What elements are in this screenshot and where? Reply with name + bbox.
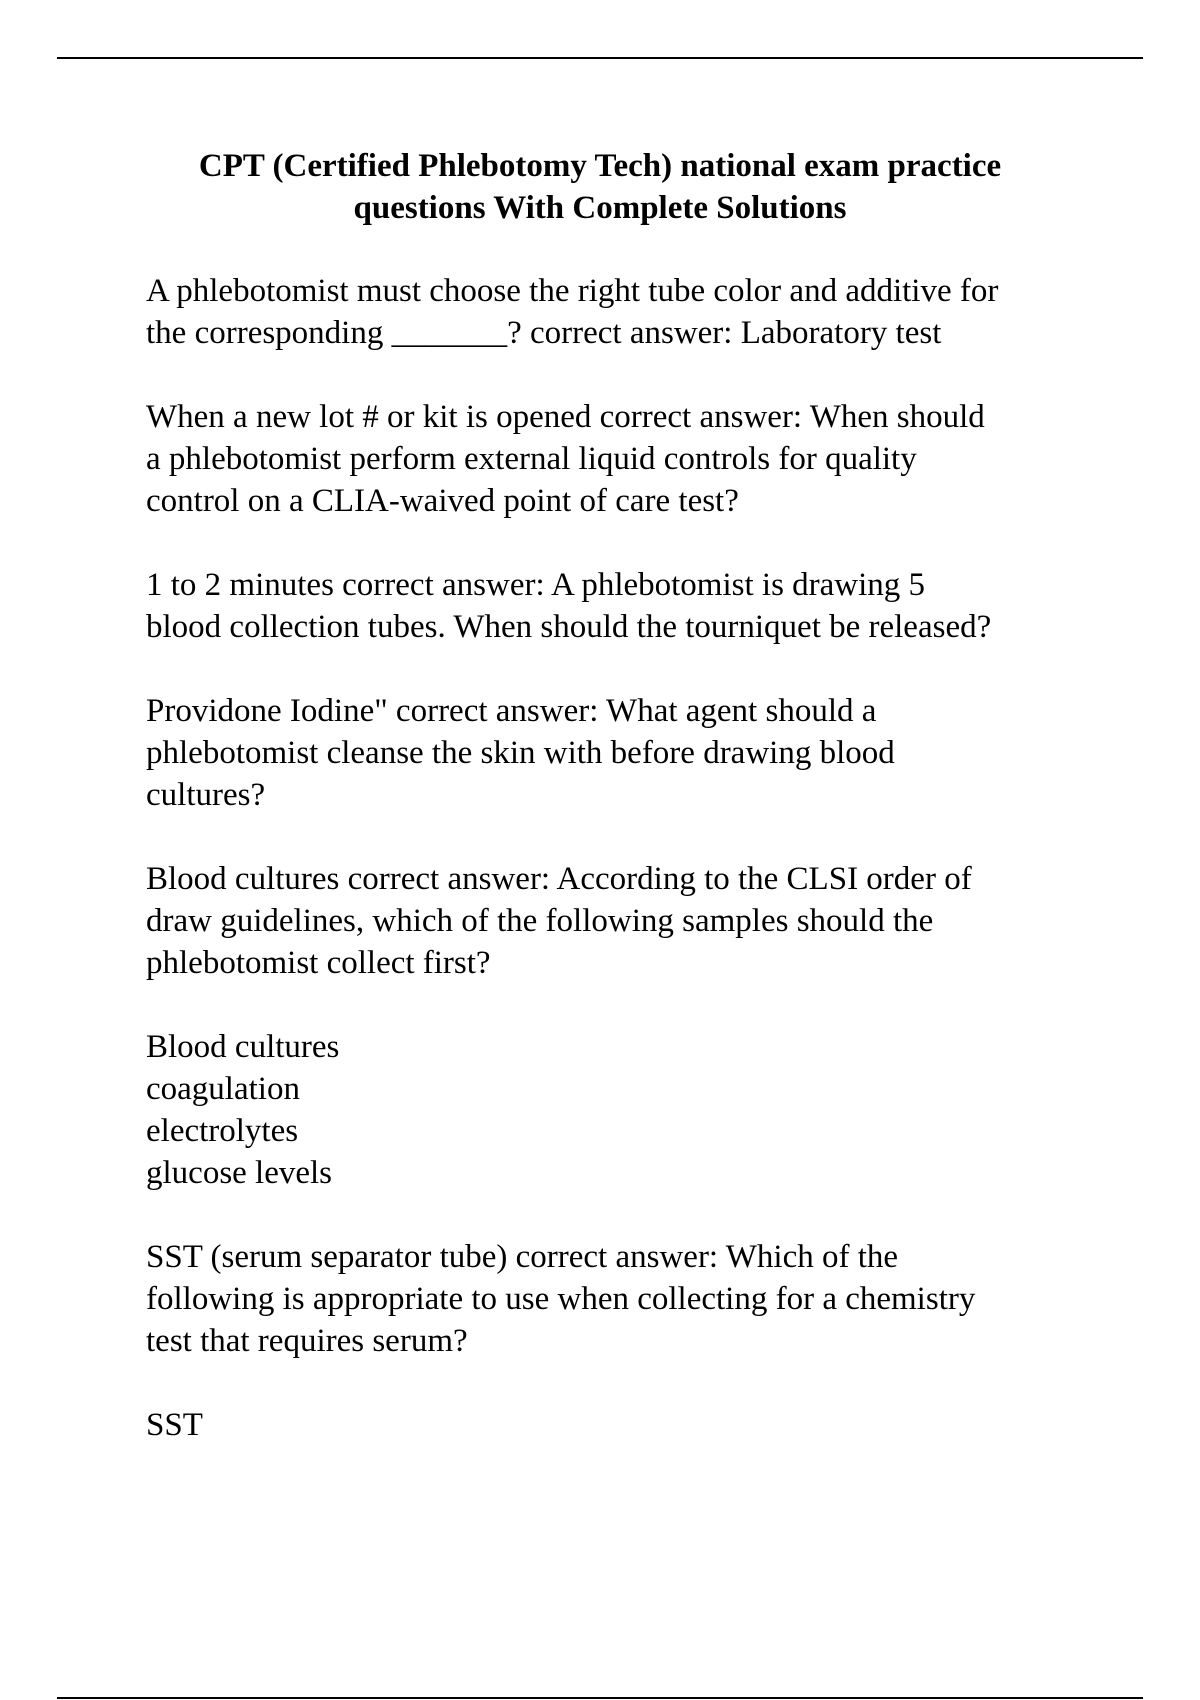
title-line: questions With Complete Solutions [353,190,847,226]
question-block-tube-color [146,270,1106,354]
text-line: SST (serum separator tube) correct answer: Which of the [146,1239,899,1275]
text-line: cultures? [146,777,266,813]
text-line: blood collection tubes. When should the tourniquet be released? [146,609,992,645]
text-line: Blood cultures correct answer: According to the CLSI order of [146,861,972,897]
text-line: Providone Iodine" correct answer: What agent should a [146,693,877,729]
text-line: When a new lot # or kit is opened correct answer: When should [146,399,985,435]
text-line: following is appropriate to use when collecting for a chemistry [146,1281,976,1317]
question-block-tourniquet [146,564,1106,648]
question-block-cleansing-agent [146,690,1106,816]
document-body [146,270,1106,1488]
question-block-order-of-draw [146,858,1106,984]
text-line: the corresponding _______? correct answer: Laboratory test [146,315,942,351]
text-line: phlebotomist collect first? [146,945,491,981]
list-item: glucose levels [146,1155,333,1191]
text-line: phlebotomist cleanse the skin with before drawing blood [146,735,895,771]
answer-block-sst [146,1404,1106,1446]
title-line: CPT (Certified Phlebotomy Tech) national exam practice [198,148,1002,184]
text-line: test that requires serum? [146,1323,468,1359]
question-block-liquid-controls [146,396,1106,522]
top-rule [57,57,1143,59]
text-line: a phlebotomist perform external liquid controls for quality [146,441,917,477]
question-block-chemistry-serum [146,1236,1106,1362]
text-line: 1 to 2 minutes correct answer: A phlebotomist is drawing 5 [146,567,926,603]
text-line: A phlebotomist must choose the right tube color and additive for [146,273,999,309]
list-item: electrolytes [146,1113,299,1149]
list-item: coagulation [146,1071,300,1107]
bottom-rule [57,1697,1143,1699]
list-item: Blood cultures [146,1029,340,1065]
text-line: control on a CLIA-waived point of care test? [146,483,739,519]
text-line: draw guidelines, which of the following samples should the [146,903,934,939]
answer-options-list [146,1026,1106,1194]
document-title [140,145,1060,229]
text-line: SST [146,1407,203,1443]
